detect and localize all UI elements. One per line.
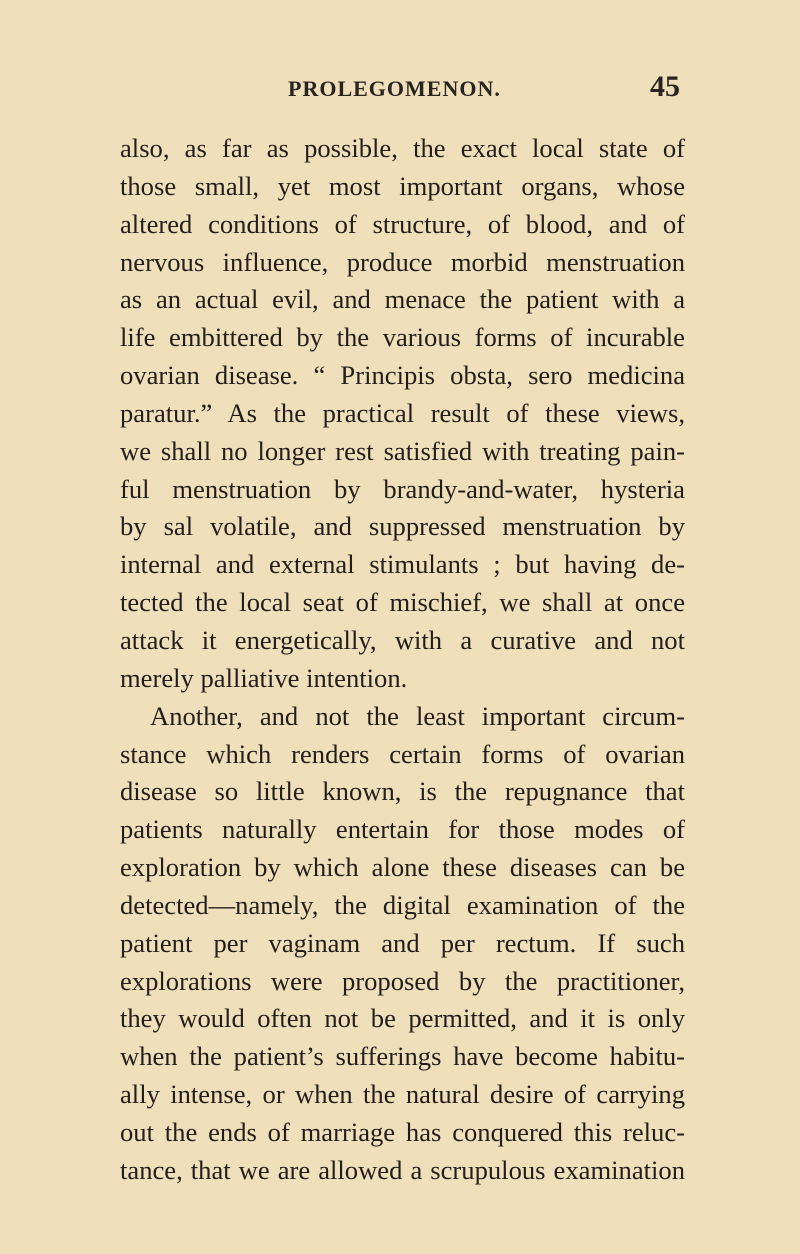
text-line: also, as far as possible, the exact local state of bbox=[120, 133, 685, 163]
paragraph-start-line: Another, and not the least important circum- bbox=[150, 700, 685, 731]
text-line: attack it energetically, with a curative and not bbox=[120, 624, 685, 655]
text-line: we shall no longer rest satisfied with treating pain- bbox=[120, 435, 685, 466]
text-line: tance, that we are allowed a scrupulous examination bbox=[120, 1154, 685, 1185]
text-line: by sal volatile, and suppressed menstruation by bbox=[120, 511, 685, 542]
text-line: tected the local seat of mischief, we shall at once bbox=[120, 587, 685, 618]
page-number: 45 bbox=[650, 70, 680, 103]
text-line: as an actual evil, and menace the patient with a bbox=[120, 284, 685, 315]
body-text bbox=[120, 130, 685, 1190]
text-line: those small, yet most important organs, whose bbox=[120, 170, 685, 201]
text-line: internal and external stimulants ; but having de- bbox=[120, 549, 685, 580]
text-line: nervous influence, produce morbid menstruation bbox=[120, 246, 685, 277]
text-line: life embittered by the various forms of incurable bbox=[120, 322, 685, 353]
text-line: altered conditions of structure, of blood, and of bbox=[120, 208, 685, 239]
text-line: ovarian disease. “ Principis obsta, sero medicina bbox=[120, 360, 685, 391]
text-line: detected—namely, the digital examination of the bbox=[120, 889, 685, 920]
running-title: PROLEGOMENON. bbox=[288, 76, 501, 101]
text-line: paratur.” As the practical result of these views, bbox=[120, 397, 685, 428]
text-line: exploration by which alone these diseases can be bbox=[120, 852, 685, 883]
text-line: ful menstruation by brandy-and-water, hysteria bbox=[120, 473, 685, 504]
text-line: explorations were proposed by the practitioner, bbox=[120, 965, 685, 996]
running-head bbox=[120, 70, 680, 110]
text-line: patients naturally entertain for those modes of bbox=[120, 814, 685, 845]
text-line: out the ends of marriage has conquered this reluc- bbox=[120, 1116, 685, 1147]
text-line: stance which renders certain forms of ovarian bbox=[120, 738, 685, 769]
text-line: disease so little known, is the repugnance that bbox=[120, 776, 685, 807]
text-line: they would often not be permitted, and it is only bbox=[120, 1003, 685, 1034]
text-line: patient per vaginam and per rectum. If such bbox=[120, 927, 685, 958]
text-line: ally intense, or when the natural desire of carrying bbox=[120, 1079, 685, 1110]
text-line: when the patient’s sufferings have become habitu- bbox=[120, 1041, 685, 1072]
paragraph-end-line: merely palliative intention. bbox=[120, 662, 408, 693]
